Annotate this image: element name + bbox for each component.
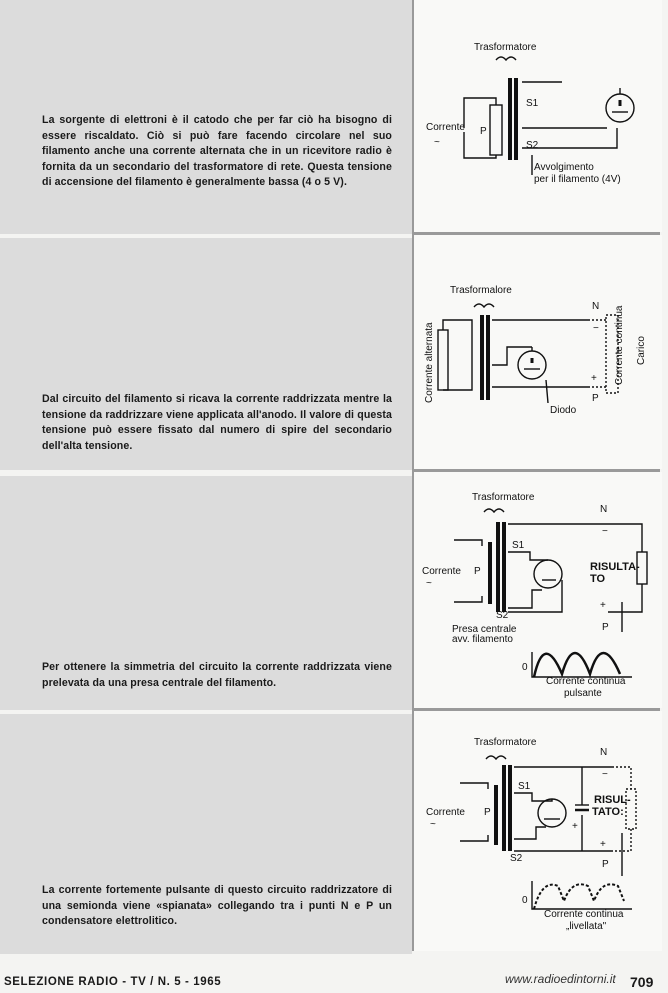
transformer-brace xyxy=(486,756,506,759)
primary-label: P xyxy=(484,807,491,818)
s1-label: S1 xyxy=(526,98,539,109)
wave-label-2: pulsante xyxy=(564,688,602,699)
p-label: P xyxy=(602,622,609,633)
transformer-label: Trasformalore xyxy=(450,285,512,296)
diagram-3 xyxy=(412,472,660,708)
diagram-1 xyxy=(412,0,660,232)
wave-label-1: Corrente continua xyxy=(546,676,626,687)
paragraph-2: Dal circuito del filamento si ricava la corrente raddrizzata mentre la tensione da raddrizzare viene applicata all'anodo. Il valore di questa tensione può essere fissato dal numero di spire del secondario dell'alta tensione. xyxy=(42,393,392,452)
paragraph-1: La sorgente di elettroni è il catodo che per far ciò ha bisogno di essere riscaldato. Ciò si può fare facendo circolare nel suo filamento anche una corrente alternata che in un ricevitore radio è fornita da un secondario del trasformatore di rete. Questa tensione di accensione del filamento è generalmente bassa (4 o 5 V). xyxy=(42,114,392,188)
p-label: P xyxy=(592,393,599,404)
current-ac-symbol: ~ xyxy=(426,578,432,589)
paragraph-3: Per ottenere la simmetria del circuito la corrente raddrizzata viene prelevata da una presa centrale del filamento. xyxy=(42,661,392,689)
wave-label-1: Corrente continua xyxy=(544,909,624,920)
current-label: Corrente xyxy=(426,122,465,133)
transformer-label: Trasformatore xyxy=(474,42,537,53)
wave-label-2: „livellata" xyxy=(566,921,607,932)
s2-label: S2 xyxy=(510,853,523,864)
current-label: Corrente alternata xyxy=(424,322,435,403)
tap-label-1: Presa centrale xyxy=(452,624,517,635)
primary-label: P xyxy=(480,126,487,137)
minus-label: − xyxy=(593,323,599,334)
result-label-2: TATO: xyxy=(592,806,624,818)
minus-label: − xyxy=(602,769,608,780)
transformer-brace xyxy=(496,57,516,60)
diode-label: Diodo xyxy=(550,405,577,416)
zero-label: 0 xyxy=(522,662,528,673)
current-ac-symbol: ~ xyxy=(434,137,440,148)
s1-label: S1 xyxy=(512,540,525,551)
current-label: Corrente xyxy=(422,566,461,577)
plus-label: + xyxy=(600,839,606,850)
load-label: Carico xyxy=(636,336,647,365)
page-footer xyxy=(0,972,668,993)
transformer-label: Trasformatore xyxy=(472,492,535,503)
plus-label: + xyxy=(600,600,606,611)
page-number: 709 xyxy=(630,974,654,990)
plus-label: + xyxy=(591,373,597,384)
n-label: N xyxy=(600,504,608,515)
current-ac-symbol: ~ xyxy=(430,819,436,830)
result-label-2: TO xyxy=(590,573,606,585)
n-label: N xyxy=(600,747,608,758)
primary-label: P xyxy=(474,566,481,577)
current-label: Corrente xyxy=(426,807,465,818)
winding-label-2: per il filamento (4V) xyxy=(534,174,621,185)
diagram-4 xyxy=(412,711,660,951)
zero-label: 0 xyxy=(522,895,528,906)
diagram-2 xyxy=(412,235,660,469)
transformer-brace xyxy=(484,509,504,512)
n-label: N xyxy=(592,301,600,312)
s1-label: S1 xyxy=(518,781,531,792)
transformer-label: Trasformatore xyxy=(474,737,537,748)
magazine-title: SELEZIONE RADIO - TV / N. 5 - 1965 xyxy=(4,976,222,988)
s2-label: S2 xyxy=(496,610,509,621)
dc-label: Corrente continua xyxy=(614,305,625,385)
result-label-1: RISUL- xyxy=(594,794,631,806)
s2-label: S2 xyxy=(526,140,539,151)
transformer-brace xyxy=(474,304,494,307)
paragraph-4: La corrente fortemente pulsante di questo circuito raddrizzatore di una semionda viene «spianata» collegando tra i punti N e P un condensatore elettrolitico. xyxy=(42,884,392,927)
minus-label: − xyxy=(602,526,608,537)
winding-label-1: Avvolgimento xyxy=(534,162,594,173)
tap-label-2: avv. filamento xyxy=(452,634,513,645)
cap-plus-label: + xyxy=(572,821,578,832)
p-label: P xyxy=(602,859,609,870)
result-label-1: RISULTA- xyxy=(590,561,640,573)
website-watermark: www.radioedintorni.it xyxy=(505,972,616,986)
